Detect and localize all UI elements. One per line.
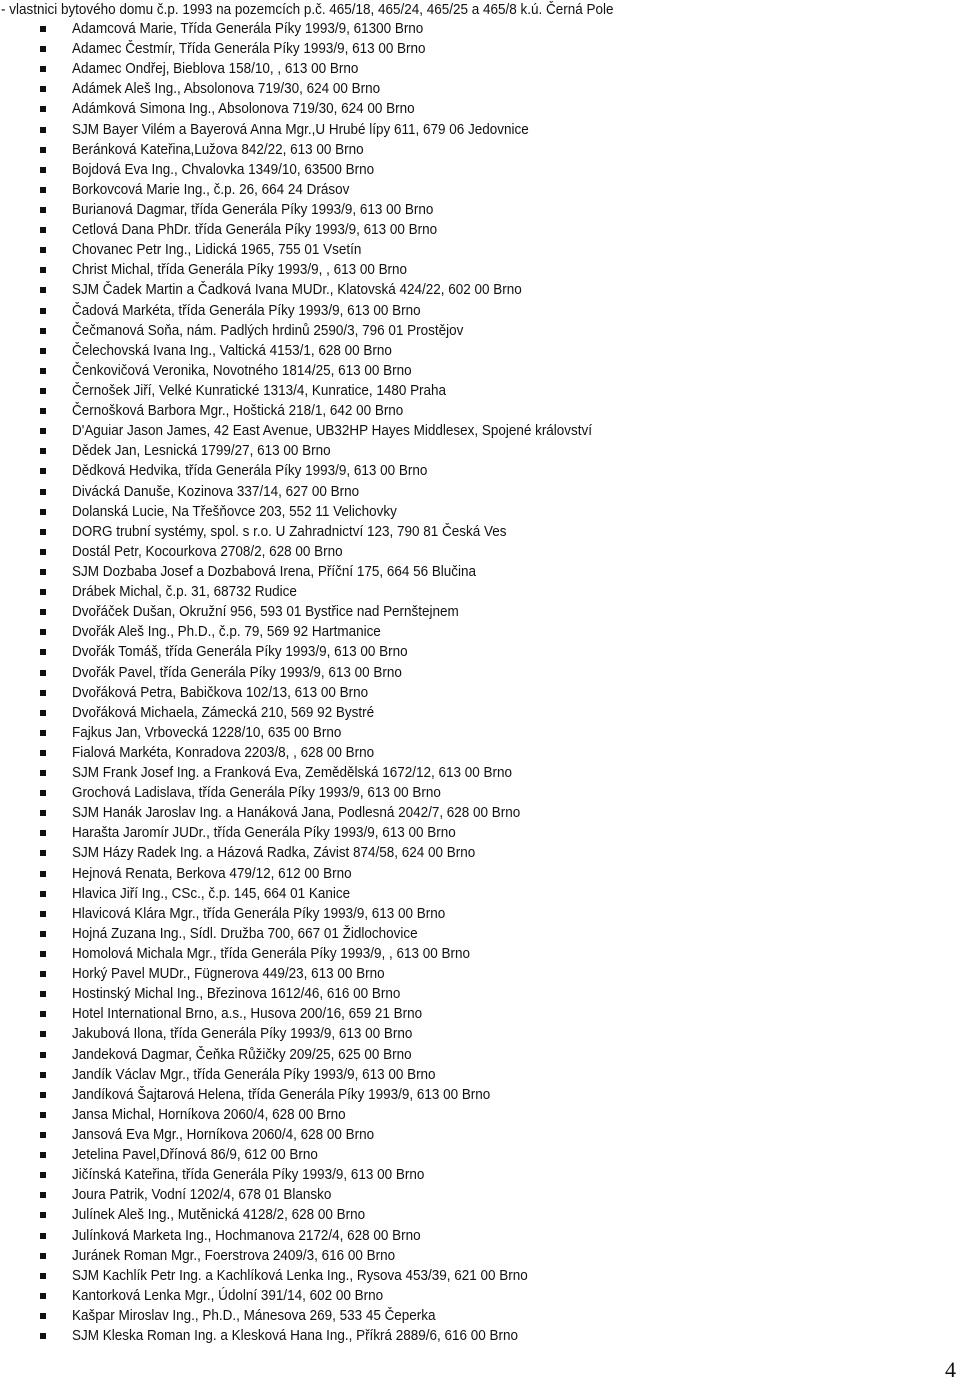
- owner-entry-text: Christ Michal, třída Generála Píky 1993/9, , 613 00 Brno: [72, 262, 408, 279]
- owner-entry-text: Juránek Roman Mgr., Foerstrova 2409/3, 616 00 Brno: [72, 1247, 396, 1264]
- square-bullet-icon: [40, 730, 46, 736]
- square-bullet-icon: [40, 830, 46, 836]
- owner-entry-text: SJM Hanák Jaroslav Ing. a Hanáková Jana, Podlesná 2042/7, 628 00 Brno: [72, 805, 521, 822]
- owner-entry-text: Fialová Markéta, Konradova 2203/8, , 628 00 Brno: [72, 744, 375, 761]
- owner-entry-text: Burianová Dagmar, třída Generála Píky 1993/9, 613 00 Brno: [72, 201, 434, 218]
- square-bullet-icon: [40, 670, 46, 676]
- square-bullet-icon: [40, 1333, 46, 1339]
- square-bullet-icon: [40, 46, 46, 52]
- owner-entry-text: Jandíková Šajtarová Helena, třída Generála Píky 1993/9, 613 00 Brno: [72, 1086, 491, 1103]
- owner-entry-text: Adámková Simona Ing., Absolonova 719/30, 624 00 Brno: [72, 101, 415, 118]
- square-bullet-icon: [40, 86, 46, 92]
- square-bullet-icon: [40, 468, 46, 474]
- square-bullet-icon: [40, 308, 46, 314]
- square-bullet-icon: [40, 1152, 46, 1158]
- owner-entry-text: Dolanská Lucie, Na Třešňovce 203, 552 11 Velichovky: [72, 503, 397, 520]
- owner-entry-text: Adámek Aleš Ing., Absolonova 719/30, 624 00 Brno: [72, 81, 381, 98]
- square-bullet-icon: [40, 26, 46, 32]
- owner-entry-text: Hotel International Brno, a.s., Husova 200/16, 659 21 Brno: [72, 1006, 423, 1023]
- owner-entry-text: SJM Házy Radek Ing. a Házová Radka, Závist 874/58, 624 00 Brno: [72, 845, 476, 862]
- owner-entry-text: Julínková Marketa Ing., Hochmanova 2172/4, 628 00 Brno: [72, 1227, 421, 1244]
- owner-entry-text: Jakubová Ilona, třída Generála Píky 1993/9, 613 00 Brno: [72, 1026, 413, 1043]
- owner-entry-text: SJM Frank Josef Ing. a Franková Eva, Zemědělská 1672/12, 613 00 Brno: [72, 765, 513, 782]
- owner-entry-text: Čelechovská Ivana Ing., Valtická 4153/1, 628 00 Brno: [72, 342, 392, 359]
- square-bullet-icon: [40, 328, 46, 334]
- square-bullet-icon: [40, 911, 46, 917]
- square-bullet-icon: [40, 207, 46, 213]
- owner-entry-text: Černošek Jiří, Velké Kunratické 1313/4, Kunratice, 1480 Praha: [72, 382, 447, 399]
- owner-entry-text: Adamec Čestmír, Třída Generála Píky 1993/9, 613 00 Brno: [72, 41, 426, 58]
- square-bullet-icon: [40, 127, 46, 133]
- owner-entry-text: Jetelina Pavel,Dřínová 86/9, 612 00 Brno: [72, 1147, 318, 1164]
- owner-entry-text: Hojná Zuzana Ing., Sídl. Družba 700, 667 01 Židlochovice: [72, 925, 418, 942]
- square-bullet-icon: [40, 348, 46, 354]
- square-bullet-icon: [40, 368, 46, 374]
- owner-entry-text: Jandík Václav Mgr., třída Generála Píky 1993/9, 613 00 Brno: [72, 1066, 436, 1083]
- owner-entry-text: Kantorková Lenka Mgr., Údolní 391/14, 602 00 Brno: [72, 1287, 384, 1304]
- owner-entry-text: Čečmanová Soňa, nám. Padlých hrdinů 2590/3, 796 01 Prostějov: [72, 322, 464, 339]
- square-bullet-icon: [40, 770, 46, 776]
- square-bullet-icon: [40, 287, 46, 293]
- owner-entry-text: SJM Dozbaba Josef a Dozbabová Irena, Příční 175, 664 56 Blučina: [72, 563, 477, 580]
- owner-entry-text: Hlavica Jiří Ing., CSc., č.p. 145, 664 01 Kanice: [72, 885, 351, 902]
- square-bullet-icon: [40, 1192, 46, 1198]
- square-bullet-icon: [40, 227, 46, 233]
- owner-entry-text: Joura Patrik, Vodní 1202/4, 678 01 Blansko: [72, 1187, 332, 1204]
- square-bullet-icon: [40, 790, 46, 796]
- owner-entry-text: DORG trubní systémy, spol. s r.o. U Zahradnictví 123, 790 81 Česká Ves: [72, 523, 507, 540]
- page-number: 4: [945, 1357, 956, 1382]
- square-bullet-icon: [40, 1072, 46, 1078]
- square-bullet-icon: [40, 1273, 46, 1279]
- square-bullet-icon: [40, 589, 46, 595]
- square-bullet-icon: [40, 750, 46, 756]
- owner-entry-text: D'Aguiar Jason James, 42 East Avenue, UB32HP Hayes Middlesex, Spojené království: [72, 423, 593, 440]
- square-bullet-icon: [40, 247, 46, 253]
- owner-entry-text: Jansa Michal, Horníkova 2060/4, 628 00 Brno: [72, 1106, 346, 1123]
- square-bullet-icon: [40, 509, 46, 515]
- square-bullet-icon: [40, 850, 46, 856]
- square-bullet-icon: [40, 649, 46, 655]
- owner-entry-text: Cetlová Dana PhDr. třída Generála Píky 1993/9, 613 00 Brno: [72, 222, 438, 239]
- square-bullet-icon: [40, 267, 46, 273]
- owner-entry-text: Kašpar Miroslav Ing., Ph.D., Mánesova 269, 533 45 Čeperka: [72, 1308, 436, 1324]
- owner-entry-text: Horký Pavel MUDr., Fügnerova 449/23, 613 00 Brno: [72, 966, 385, 983]
- owner-entry-text: Hlavicová Klára Mgr., třída Generála Píky 1993/9, 613 00 Brno: [72, 905, 446, 922]
- owner-entry-text: Čadová Markéta, třída Generála Píky 1993/9, 613 00 Brno: [72, 302, 421, 319]
- square-bullet-icon: [40, 1132, 46, 1138]
- owner-entry-text: Dvořák Pavel, třída Generála Píky 1993/9, 613 00 Brno: [72, 664, 402, 681]
- square-bullet-icon: [40, 1112, 46, 1118]
- owner-entry-text: Homolová Michala Mgr., třída Generála Píky 1993/9, , 613 00 Brno: [72, 946, 471, 963]
- owner-entry-text: Dvořák Tomáš, třída Generála Píky 1993/9, 613 00 Brno: [72, 644, 408, 661]
- square-bullet-icon: [40, 931, 46, 937]
- square-bullet-icon: [40, 971, 46, 977]
- owner-entry-text: Dědek Jan, Lesnická 1799/27, 613 00 Brno: [72, 443, 331, 460]
- owner-entry-text: Beránková Kateřina,Lužova 842/22, 613 00 Brno: [72, 141, 364, 158]
- square-bullet-icon: [40, 1172, 46, 1178]
- owner-entry-text: Bojdová Eva Ing., Chvalovka 1349/10, 63500 Brno: [72, 161, 375, 178]
- owner-entry-text: SJM Kachlík Petr Ing. a Kachlíková Lenka Ing., Rysova 453/39, 621 00 Brno: [72, 1267, 528, 1284]
- square-bullet-icon: [40, 690, 46, 696]
- square-bullet-icon: [40, 428, 46, 434]
- owner-entry-text: Adamec Ondřej, Bieblova 158/10, , 613 00 Brno: [72, 61, 359, 78]
- owner-entry-text: Julínek Aleš Ing., Mutěnická 4128/2, 628 00 Brno: [72, 1207, 366, 1224]
- owner-entry-text: Dědková Hedvika, třída Generála Píky 1993/9, 613 00 Brno: [72, 463, 428, 480]
- square-bullet-icon: [40, 810, 46, 816]
- square-bullet-icon: [40, 1293, 46, 1299]
- owner-entry-text: Hostinský Michal Ing., Březinova 1612/46, 616 00 Brno: [72, 986, 401, 1003]
- owner-entry-text: Dvořák Aleš Ing., Ph.D., č.p. 79, 569 92 Hartmanice: [72, 624, 381, 641]
- document-header-line: - vlastnici bytového domu č.p. 1993 na pozemcích p.č. 465/18, 465/24, 465/25 a 465/8 k.ú. Černá Pole: [1, 2, 614, 18]
- square-bullet-icon: [40, 388, 46, 394]
- owner-entry-text: SJM Čadek Martin a Čadková Ivana MUDr., Klatovská 424/22, 602 00 Brno: [72, 282, 522, 299]
- owner-entry-text: Borkovcová Marie Ing., č.p. 26, 664 24 Drásov: [72, 181, 350, 198]
- square-bullet-icon: [40, 489, 46, 495]
- square-bullet-icon: [40, 187, 46, 193]
- square-bullet-icon: [40, 167, 46, 173]
- square-bullet-icon: [40, 147, 46, 153]
- owner-entry-text: Hejnová Renata, Berkova 479/12, 612 00 Brno: [72, 865, 352, 882]
- square-bullet-icon: [40, 66, 46, 72]
- owner-entry-text: Čenkovičová Veronika, Novotného 1814/25, 613 00 Brno: [72, 362, 412, 379]
- square-bullet-icon: [40, 408, 46, 414]
- square-bullet-icon: [40, 448, 46, 454]
- owner-entry-text: Divácká Danuše, Kozinova 337/14, 627 00 Brno: [72, 483, 360, 500]
- square-bullet-icon: [40, 609, 46, 615]
- owner-entry-text: Jansová Eva Mgr., Horníkova 2060/4, 628 00 Brno: [72, 1127, 375, 1144]
- square-bullet-icon: [40, 549, 46, 555]
- square-bullet-icon: [40, 1011, 46, 1017]
- owner-entry-text: Harašta Jaromír JUDr., třída Generála Píky 1993/9, 613 00 Brno: [72, 825, 456, 842]
- square-bullet-icon: [40, 891, 46, 897]
- square-bullet-icon: [40, 1253, 46, 1259]
- owner-entry-text: Dvořáková Michaela, Zámecká 210, 569 92 Bystré: [72, 704, 375, 721]
- square-bullet-icon: [40, 871, 46, 877]
- owner-entry-text: Dvořáček Dušan, Okružní 956, 593 01 Bystřice nad Pernštejnem: [72, 604, 459, 621]
- owner-entry-text: SJM Bayer Vilém a Bayerová Anna Mgr.,U Hrubé lípy 611, 679 06 Jedovnice: [72, 121, 529, 138]
- owner-entry-text: Černošková Barbora Mgr., Hoštická 218/1, 642 00 Brno: [72, 403, 404, 420]
- owner-entry-text: Chovanec Petr Ing., Lidická 1965, 755 01 Vsetín: [72, 242, 362, 259]
- owner-entry-text: Grochová Ladislava, třída Generála Píky 1993/9, 613 00 Brno: [72, 785, 441, 802]
- owner-entry-text: Dostál Petr, Kocourkova 2708/2, 628 00 Brno: [72, 543, 343, 560]
- owner-entry-text: Jandeková Dagmar, Čeňka Růžičky 209/25, 625 00 Brno: [72, 1046, 412, 1063]
- square-bullet-icon: [40, 1052, 46, 1058]
- square-bullet-icon: [40, 629, 46, 635]
- square-bullet-icon: [40, 1031, 46, 1037]
- owner-entry-text: Drábek Michal, č.p. 31, 68732 Rudice: [72, 584, 297, 601]
- square-bullet-icon: [40, 951, 46, 957]
- square-bullet-icon: [40, 1212, 46, 1218]
- owner-entry-text: Adamcová Marie, Třída Generála Píky 1993/9, 61300 Brno: [72, 21, 424, 37]
- square-bullet-icon: [40, 529, 46, 535]
- square-bullet-icon: [40, 1092, 46, 1098]
- owner-entry-text: Fajkus Jan, Vrbovecká 1228/10, 635 00 Brno: [72, 724, 342, 741]
- square-bullet-icon: [40, 991, 46, 997]
- owner-entry-text: Jičínská Kateřina, třída Generála Píky 1993/9, 613 00 Brno: [72, 1167, 425, 1184]
- square-bullet-icon: [40, 106, 46, 112]
- square-bullet-icon: [40, 710, 46, 716]
- square-bullet-icon: [40, 569, 46, 575]
- owner-entry-text: SJM Kleska Roman Ing. a Klesková Hana Ing., Příkrá 2889/6, 616 00 Brno: [72, 1328, 519, 1345]
- owner-entry-text: Dvořáková Petra, Babičkova 102/13, 613 00 Brno: [72, 684, 369, 701]
- square-bullet-icon: [40, 1313, 46, 1319]
- square-bullet-icon: [40, 1233, 46, 1239]
